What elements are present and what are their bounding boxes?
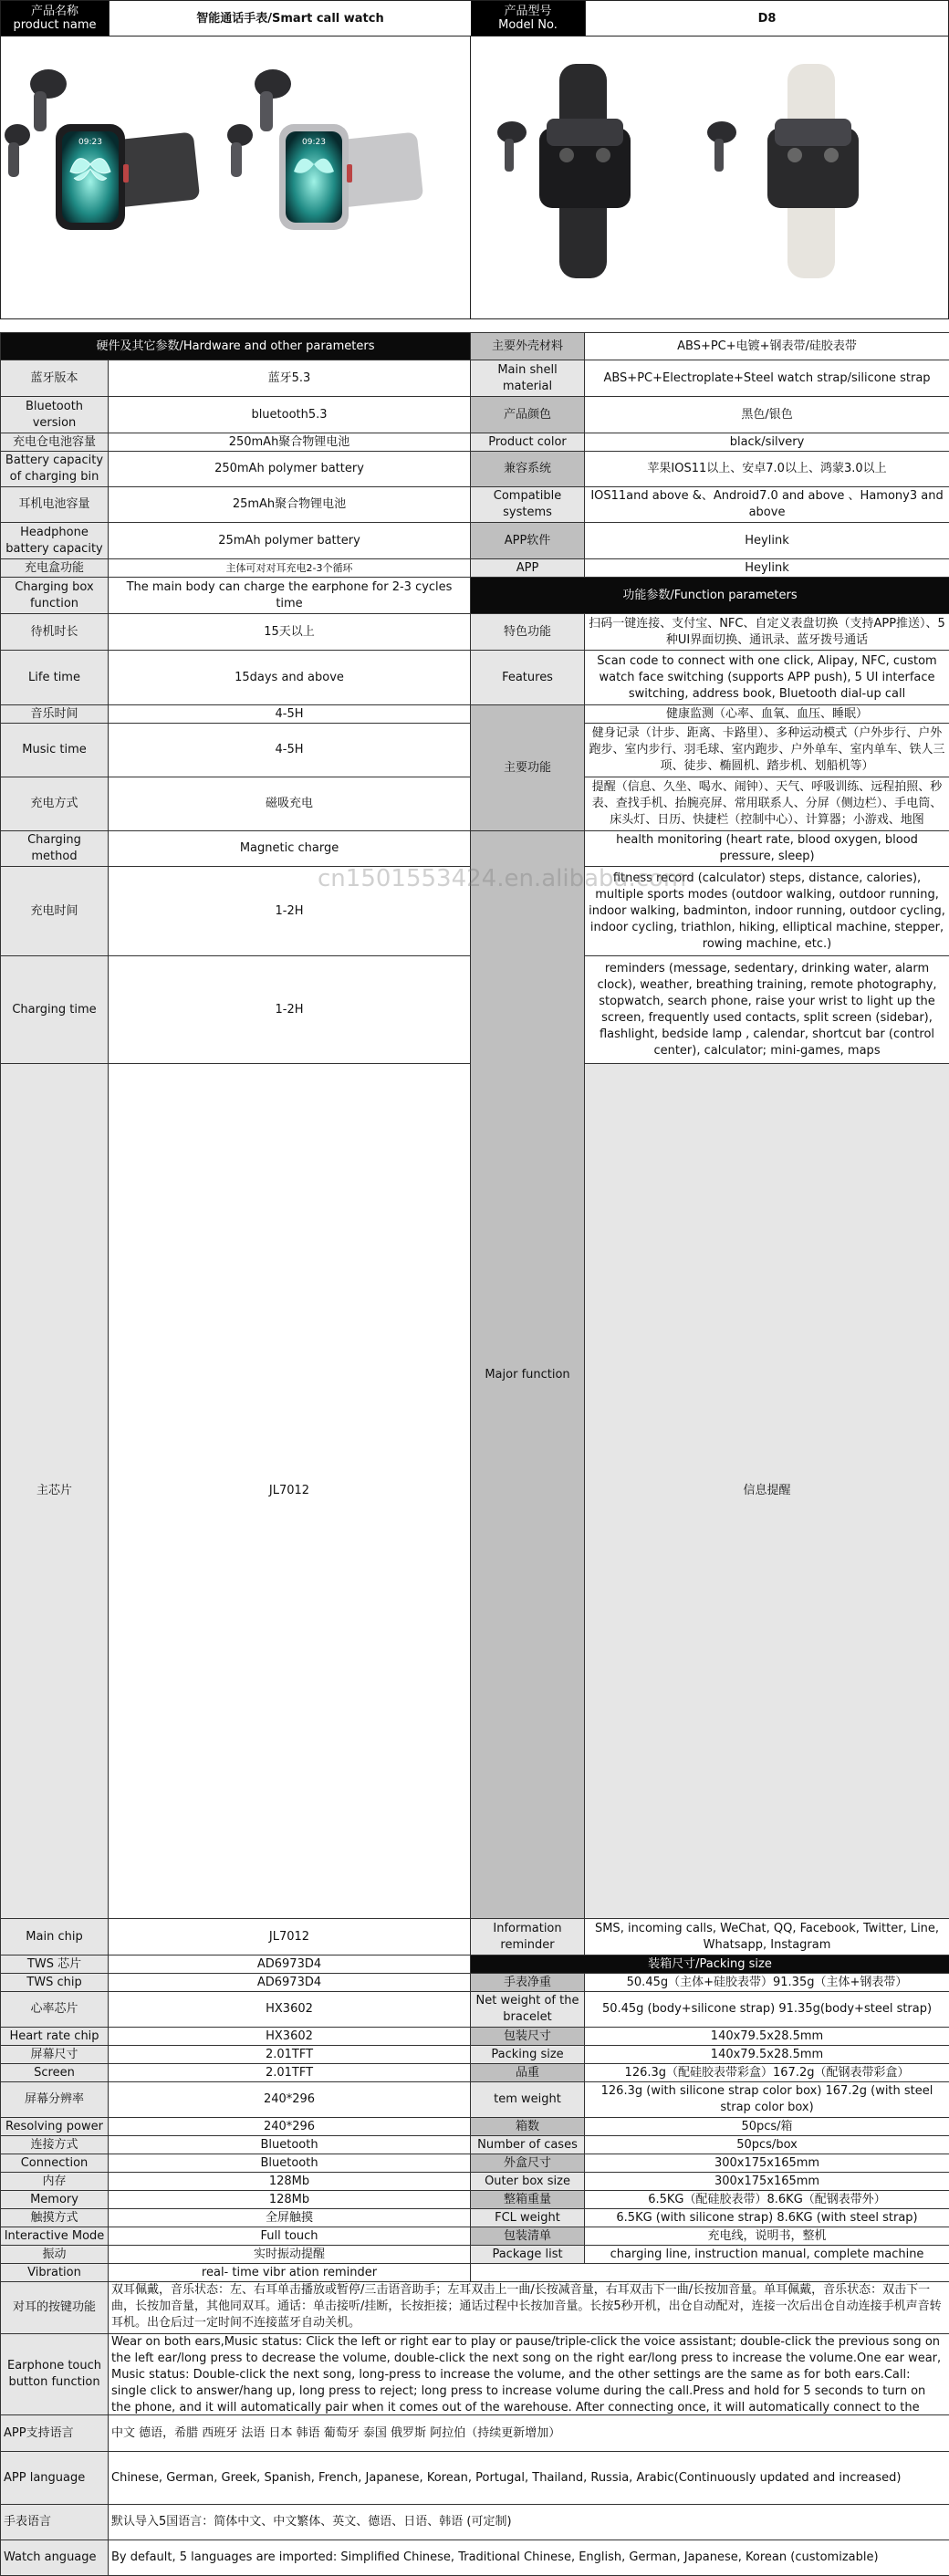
net-weight-label-cn: 手表净重: [471, 1974, 585, 1992]
charge-method-label-en: Charging method: [1, 831, 109, 867]
music-value-en: 4-5H: [109, 724, 471, 777]
earphone-keys-value-en-cell: [109, 2334, 949, 2415]
shell-label-cn: 主要外壳材料: [471, 333, 585, 360]
white-silicone-watch: [767, 64, 859, 278]
life-label-en: Life time: [1, 651, 109, 705]
app-language-label-en: APP language: [1, 2452, 109, 2505]
touch-label-cn: 触摸方式: [1, 2209, 109, 2227]
earphone-battery-label-en: Headphone battery capacity: [1, 523, 109, 559]
earphone-keys-value-cn: 双耳佩戴，音乐状态：左、右耳单击播放或暂停/三击语音助手；左耳双击上一曲/长按减音量，右耳双击下一曲/长按加音量。单耳佩戴，音乐状态：双击下一曲，长按加音量，其他同双耳。通话：单击接听/挂断，长按拒接；通话过程中长按加音量。长按5秒开机，出仓自动配对，连接一次后出仓自动连接手机声音转耳机。出仓后过一定时间不连接蓝牙自动关机。: [111, 2282, 946, 2333]
item-weight-value-en: 126.3g (with silicone strap color box) 167.2g (with steel strap color box): [585, 2082, 949, 2118]
watermark: cn1501553424.en.alibaba.com: [318, 865, 686, 892]
box-function-label-en: Charging box function: [1, 578, 109, 614]
features-label-cn: 特色功能: [471, 614, 585, 651]
charge-time-value-cn: 1-2H: [109, 867, 471, 956]
model-value: D8: [585, 1, 948, 36]
earphone-keys-value-cn-cell: [109, 2282, 949, 2334]
compat-label-cn: 兼容系统: [471, 452, 585, 487]
major-function-label-en: Major function: [471, 831, 585, 1919]
info-label-en: Information reminder: [471, 1919, 585, 1955]
bin-battery-label-en: Battery capacity of charging bin: [1, 452, 109, 487]
box-function-value-en: The main body can charge the earphone for 2-3 cycles time: [109, 578, 471, 614]
cases-value-cn: 50pcs/箱: [585, 2118, 949, 2136]
info-label-cn: 信息提醒: [585, 1064, 949, 1919]
charge-time-value-en: 1-2H: [109, 956, 471, 1064]
product-name-label: 产品名称 product name: [1, 1, 109, 36]
resolution-value-en: 240*296: [109, 2118, 471, 2136]
bt-value-en: bluetooth5.3: [109, 397, 471, 433]
outer-box-value-cn: 300x175x165mm: [585, 2154, 949, 2173]
app-value-cn: Heylink: [585, 523, 949, 559]
tws-value-cn: AD6973D4: [109, 1955, 471, 1974]
cases-value-en: 50pcs/box: [585, 2136, 949, 2154]
watch-time-readout-1: 09:23: [78, 138, 102, 147]
earphone-battery-value-en: 25mAh polymer battery: [109, 523, 471, 559]
charge-method-value-cn: 磁吸充电: [109, 777, 471, 831]
hr-chip-label-cn: 心率芯片: [1, 1992, 109, 2028]
pack-size-label-cn: 包装尺寸: [471, 2028, 585, 2046]
spec-table: [0, 332, 949, 2576]
charge-method-label-cn: 充电方式: [1, 777, 109, 831]
color-value-en: black/silvery: [585, 433, 949, 452]
features-value-cn: 扫码一键连接、支付宝、NFC、自定义表盘切换（支持APP推送）、5种UI界面切换、通讯录、蓝牙拨号通话: [585, 614, 949, 651]
chip-value-cn: JL7012: [109, 1064, 471, 1919]
standby-value-cn: 15天以上: [109, 614, 471, 651]
touch-label-en: Interactive Mode: [1, 2227, 109, 2246]
shell-value-cn: ABS+PC+电镀+钢表带/硅胶表带: [585, 333, 949, 360]
earphone-keys-label-cn: 对耳的按键功能: [1, 2282, 109, 2334]
music-value-cn: 4-5H: [109, 705, 471, 724]
charge-time-label-cn: 充电时间: [1, 867, 109, 956]
vibration-label-en: Vibration: [1, 2264, 109, 2282]
color-value-cn: 黑色/银色: [585, 397, 949, 433]
memory-value-cn: 128Mb: [109, 2173, 471, 2191]
major-function-label-cn: 主要功能: [471, 705, 585, 831]
bin-battery-value-en: 250mAh polymer battery: [109, 452, 471, 487]
compat-value-cn: 苹果IOS11以上、安卓7.0以上、鸿蒙3.0以上: [585, 452, 949, 487]
music-label-cn: 音乐时间: [1, 705, 109, 724]
black-steel-watch: [56, 124, 200, 230]
chip-value-en: JL7012: [109, 1919, 471, 1955]
pack-size-value-cn: 140x79.5x28.5mm: [585, 2028, 949, 2046]
outer-box-label-cn: 外盒尺寸: [471, 2154, 585, 2173]
package-list-label-en: Package list: [471, 2246, 585, 2264]
cases-label-cn: 箱数: [471, 2118, 585, 2136]
app-label-cn: APP软件: [471, 523, 585, 559]
net-weight-label-en: Net weight of the bracelet: [471, 1992, 585, 2028]
product-name-value: 智能通话手表/Smart call watch: [109, 1, 471, 36]
package-list-value-en: charging line, instruction manual, complete machine: [585, 2246, 949, 2264]
fcl-label-en: FCL weight: [471, 2209, 585, 2227]
shell-label-en: Main shell material: [471, 360, 585, 397]
music-label-en: Music time: [1, 724, 109, 777]
packing-section-title: 装箱尺寸/Packing size: [471, 1955, 949, 1974]
watch-time-readout-2: 09:23: [302, 138, 326, 147]
connection-value-en: Bluetooth: [109, 2154, 471, 2173]
screen-value-cn: 2.01TFT: [109, 2046, 471, 2064]
touch-value-cn: 全屏触摸: [109, 2209, 471, 2227]
earbud-icon: [497, 121, 527, 172]
fcl-label-cn: 整箱重量: [471, 2191, 585, 2209]
charge-time-label-en: Charging time: [1, 956, 109, 1064]
compat-value-en: IOS11and above &、Android7.0 and above 、Hamony3 and above: [585, 487, 949, 523]
app-language-label-cn: APP支持语言: [1, 2415, 109, 2452]
bin-battery-label-cn: 充电仓电池容量: [1, 433, 109, 452]
blank-cell: [471, 2264, 949, 2282]
watch-language-value-en: By default, 5 languages are imported: Simplified Chinese, Traditional Chinese, English, German, Japanese, Korean (customizable): [109, 2540, 949, 2576]
hr-chip-value-en: HX3602: [109, 2028, 471, 2046]
watch-language-label-cn: 手表语言: [1, 2505, 109, 2540]
package-list-value-cn: 充电线，说明书，整机: [585, 2227, 949, 2246]
info-value-en: SMS, incoming calls, WeChat, QQ, Facebook, Twitter, Line, Whatsapp, Instagram: [585, 1919, 949, 1955]
earphone-keys-value-en: Wear on both ears,Music status: Click the left or right ear to play or pause/triple-click the voice assistant; double-click the previous song on the left ear/long press to decrease the volume, double-click the next song on the right ear/long press to increase the volume.One ear wear, Music status: Double-click the next song, long-press to increase the volume, and the other settings are the same as for both ears.Call: single click to answer/hang up, long press to reject; long press to increase volume during the call.Press and hold for 5 seconds to turn on the phone, and it will automatically pair when it comes out of the warehouse. After connecting once, it will automatically connect to the: [111, 2334, 946, 2414]
bt-value-cn: 蓝牙5.3: [109, 360, 471, 397]
vibration-value-en: real- time vibr ation reminder: [109, 2264, 471, 2282]
color-label-cn: 产品颜色: [471, 397, 585, 433]
resolution-label-en: Resolving power: [1, 2118, 109, 2136]
app-language-value-en: Chinese, German, Greek, Spanish, French, Japanese, Korean, Portugal, Thailand, Russia, Arabic(Continuously updated and increased): [109, 2452, 949, 2505]
fcl-value-cn: 6.5KG（配硅胶表带）8.6KG（配钢表带外）: [585, 2191, 949, 2209]
major-en-line: fitness record (calculator) steps, distance, calories), multiple sports modes (outdoor walking, outdoor running, indoor walking, badminton, indoor running, outdoor cycling, indoor cycling, triathlon, hiking, elliptical machine, stepper, rowing machine, etc.): [585, 867, 949, 956]
memory-value-en: 128Mb: [109, 2191, 471, 2209]
screen-label-en: Screen: [1, 2064, 109, 2082]
bin-battery-value-cn: 250mAh聚合物锂电池: [109, 433, 471, 452]
net-weight-value-cn: 50.45g（主体+硅胶表带）91.35g（主体+钢表带）: [585, 1974, 949, 1992]
screen-label-cn: 屏幕尺寸: [1, 2046, 109, 2064]
chip-label-en: Main chip: [1, 1919, 109, 1955]
black-silicone-watch: [539, 64, 631, 278]
pack-size-value-en: 140x79.5x28.5mm: [585, 2046, 949, 2064]
features-label-en: Features: [471, 651, 585, 705]
app-language-value-cn: 中文 德语，希腊 西班牙 法语 日本 韩语 葡萄牙 泰国 俄罗斯 阿拉伯（持续更新增加）: [109, 2415, 949, 2452]
chip-label-cn: 主芯片: [1, 1064, 109, 1919]
connection-label-cn: 连接方式: [1, 2136, 109, 2154]
item-weight-label-en: tem weight: [471, 2082, 585, 2118]
product-photo-illustration: [1, 37, 948, 318]
compat-label-en: Compatible systems: [471, 487, 585, 523]
product-header: [0, 0, 949, 37]
cases-label-en: Number of cases: [471, 2136, 585, 2154]
shell-value-en: ABS+PC+Electroplate+Steel watch strap/silicone strap: [585, 360, 949, 397]
hardware-section-title: 硬件及其它参数/Hardware and other parameters: [1, 333, 471, 360]
connection-label-en: Connection: [1, 2154, 109, 2173]
bt-label-en: Bluetooth version: [1, 397, 109, 433]
model-label: 产品型号 Model No.: [471, 1, 585, 36]
major-cn-line: 提醒（信息、久坐、喝水、闹钟）、天气、呼吸训练、远程拍照、秒表、查找手机、抬腕亮屏、常用联系人、分屏（侧边栏）、手电筒、床头灯、日历、快捷栏（控制中心）、计算器；小游戏、地图: [585, 777, 949, 831]
memory-label-en: Memory: [1, 2191, 109, 2209]
item-weight-label-cn: 品重: [471, 2064, 585, 2082]
standby-label-cn: 待机时长: [1, 614, 109, 651]
earphone-battery-label-cn: 耳机电池容量: [1, 487, 109, 523]
major-en-line: reminders (message, sedentary, drinking water, alarm clock), weather, breathing training, remote photography, stopwatch, search phone, raise your wrist to light up the screen, frequently used contacts, split screen (sidebar), flashlight, bedside lamp , calendar, shortcut bar (control center), calculator; mini-games, maps: [585, 956, 949, 1064]
tws-label-en: TWS chip: [1, 1974, 109, 1992]
tws-value-en: AD6973D4: [109, 1974, 471, 1992]
connection-value-cn: Bluetooth: [109, 2136, 471, 2154]
function-section-title: 功能参数/Function parameters: [471, 578, 949, 614]
resolution-value-cn: 240*296: [109, 2082, 471, 2118]
resolution-label-cn: 屏幕分辨率: [1, 2082, 109, 2118]
earbud-icon: [707, 121, 736, 172]
net-weight-value-en: 50.45g (body+silicone strap) 91.35g(body+steel strap): [585, 1992, 949, 2028]
features-value-en: Scan code to connect with one click, Alipay, NFC, custom watch face switching (supports APP push), 5 UI interface switching, address book, Bluetooth dial-up call: [585, 651, 949, 705]
vibration-label-cn: 振动: [1, 2246, 109, 2264]
earphone-battery-value-cn: 25mAh聚合物锂电池: [109, 487, 471, 523]
package-list-label-cn: 包装清单: [471, 2227, 585, 2246]
box-function-label-cn: 充电盒功能: [1, 559, 109, 578]
life-value-en: 15days and above: [109, 651, 471, 705]
item-weight-value-cn: 126.3g（配硅胶表带彩盒）167.2g（配钢表带彩盒）: [585, 2064, 949, 2082]
tws-label-cn: TWS 芯片: [1, 1955, 109, 1974]
bt-label-cn: 蓝牙版本: [1, 360, 109, 397]
app-value-en: Heylink: [585, 559, 949, 578]
hr-chip-value-cn: HX3602: [109, 1992, 471, 2028]
watch-language-value-cn: 默认导入5国语言：简体中文、中文繁体、英文、德语、日语、韩语 (可定制): [109, 2505, 949, 2540]
major-cn-line: 健身记录（计步、距离、卡路里）、多种运动模式（户外步行、户外跑步、室内步行、羽毛球、室内跑步、户外单车、室内单车、铁人三项、徒步、椭圆机、踏步机、划船机等）: [585, 724, 949, 777]
color-label-en: Product color: [471, 433, 585, 452]
earphone-keys-label-en: Earphone touch button function: [1, 2334, 109, 2415]
product-photos: [0, 37, 949, 319]
screen-value-en: 2.01TFT: [109, 2064, 471, 2082]
memory-label-cn: 内存: [1, 2173, 109, 2191]
pack-size-label-en: Packing size: [471, 2046, 585, 2064]
touch-value-en: Full touch: [109, 2227, 471, 2246]
box-function-value-cn: 主体可对对耳充电2-3个循环: [109, 559, 471, 578]
major-cn-line: 健康监测（心率、血氧、血压、睡眠）: [585, 705, 949, 724]
vibration-value-cn: 实时振动提醒: [109, 2246, 471, 2264]
app-label-en: APP: [471, 559, 585, 578]
outer-box-label-en: Outer box size: [471, 2173, 585, 2191]
hr-chip-label-en: Heart rate chip: [1, 2028, 109, 2046]
fcl-value-en: 6.5KG (with silicone strap) 8.6KG (with steel strap): [585, 2209, 949, 2227]
outer-box-value-en: 300x175x165mm: [585, 2173, 949, 2191]
watch-language-label-en: Watch anguage: [1, 2540, 109, 2576]
silver-steel-watch: [279, 124, 423, 230]
major-en-line: health monitoring (heart rate, blood oxygen, blood pressure, sleep): [585, 831, 949, 867]
charge-method-value-en: Magnetic charge: [109, 831, 471, 867]
